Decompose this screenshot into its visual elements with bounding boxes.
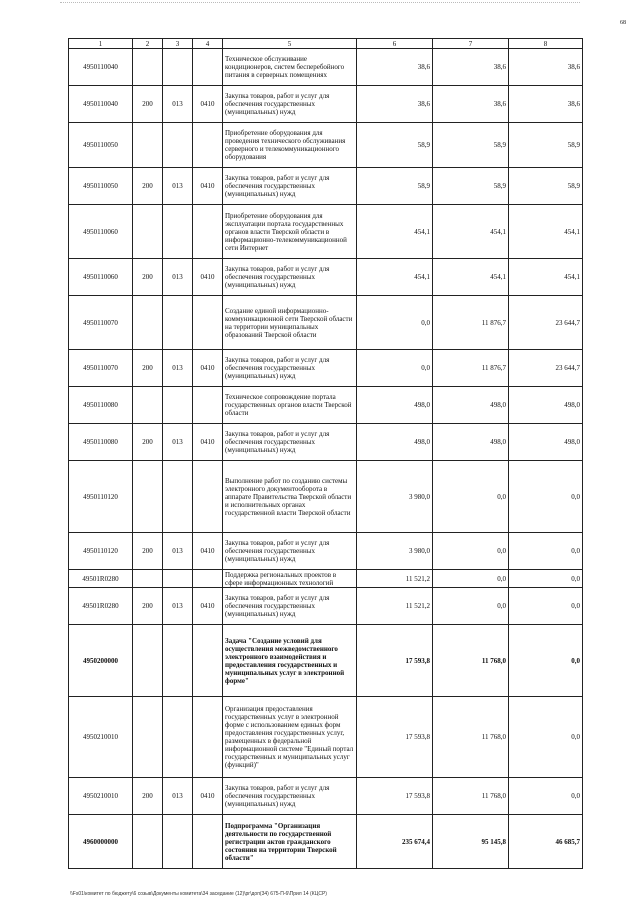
classifier-cell-4 [193, 461, 223, 533]
classifier-cell-4 [193, 570, 223, 588]
code-cell: 4950110060 [69, 259, 133, 296]
table-row [69, 49, 583, 86]
file-path-footer: \\Fs01\комитет по бюджету\6 созыв\Документы комитета\34 заседание (12)\рг\доп(34) 675-П-6\Прил 14 (КЦСР) [70, 891, 327, 897]
header-cell: 8 [509, 39, 583, 49]
classifier-cell-4 [193, 625, 223, 697]
classifier-cell-2: 200 [133, 778, 163, 815]
code-cell: 4950110060 [69, 205, 133, 259]
table-row [69, 625, 583, 697]
table-row [69, 815, 583, 869]
item-name-cell: Закупка товаров, работ и услуг для обеспечения государственных (муниципальных) нужд [223, 259, 357, 296]
item-name-cell: Закупка товаров, работ и услуг для обеспечения государственных (муниципальных) нужд [223, 86, 357, 123]
value-cell-8: 0,0 [509, 625, 583, 697]
value-cell-7: 58,9 [433, 168, 509, 205]
value-cell-7: 58,9 [433, 123, 509, 168]
classifier-cell-4 [193, 123, 223, 168]
value-cell-8: 46 685,7 [509, 815, 583, 869]
item-name-cell: Поддержка региональных проектов в сфере информационных технологий [223, 570, 357, 588]
value-cell-6: 17 593,8 [357, 778, 433, 815]
classifier-cell-2: 200 [133, 588, 163, 625]
code-cell: 4950110040 [69, 49, 133, 86]
table-row [69, 461, 583, 533]
budget-table [68, 38, 583, 869]
value-cell-6: 58,9 [357, 168, 433, 205]
classifier-cell-2: 200 [133, 424, 163, 461]
value-cell-7: 454,1 [433, 205, 509, 259]
value-cell-8: 23 644,7 [509, 296, 583, 350]
value-cell-8: 58,9 [509, 123, 583, 168]
value-cell-7: 454,1 [433, 259, 509, 296]
item-name-cell: Задача "Создание условий для осуществления межведомственного электронного взаимодействия и предоставления государственных и муниципальных услуг в электронной форме" [223, 625, 357, 697]
classifier-cell-3 [163, 461, 193, 533]
classifier-cell-4: 0410 [193, 86, 223, 123]
value-cell-6: 17 593,8 [357, 625, 433, 697]
classifier-cell-4 [193, 815, 223, 869]
code-cell: 4950210010 [69, 697, 133, 778]
code-cell: 49501R0280 [69, 588, 133, 625]
classifier-cell-4 [193, 296, 223, 350]
item-name-cell: Приобретение оборудования для эксплуатации портала государственных органов власти Тверской области в информационно-телекоммуникационной сети Интернет [223, 205, 357, 259]
item-name-cell: Организация предоставления государственных услуг в электронной форме с использованием единых форм предоставления государственных услуг, размещенных в федеральной информационной системе "Единый портал государственных и муниципальных услуг (функций)" [223, 697, 357, 778]
classifier-cell-3: 013 [163, 778, 193, 815]
classifier-cell-2 [133, 815, 163, 869]
table-row [69, 778, 583, 815]
table-row [69, 533, 583, 570]
value-cell-8: 0,0 [509, 461, 583, 533]
classifier-cell-4: 0410 [193, 259, 223, 296]
value-cell-6: 3 980,0 [357, 533, 433, 570]
value-cell-7: 0,0 [433, 533, 509, 570]
value-cell-6: 498,0 [357, 387, 433, 424]
table-row [69, 588, 583, 625]
classifier-cell-4: 0410 [193, 588, 223, 625]
header-cell: 7 [433, 39, 509, 49]
value-cell-6: 498,0 [357, 424, 433, 461]
item-name-cell: Закупка товаров, работ и услуг для обеспечения государственных (муниципальных) нужд [223, 168, 357, 205]
item-name-cell: Закупка товаров, работ и услуг для обеспечения государственных (муниципальных) нужд [223, 350, 357, 387]
value-cell-7: 95 145,8 [433, 815, 509, 869]
table-row [69, 697, 583, 778]
table-row [69, 387, 583, 424]
value-cell-6: 454,1 [357, 205, 433, 259]
classifier-cell-2 [133, 205, 163, 259]
code-cell: 4950110040 [69, 86, 133, 123]
header-cell: 5 [223, 39, 357, 49]
item-name-cell: Подпрограмма "Организация деятельности по государственной регистрации актов гражданского состояния на территории Тверской области" [223, 815, 357, 869]
table-row [69, 86, 583, 123]
classifier-cell-3: 013 [163, 168, 193, 205]
item-name-cell: Закупка товаров, работ и услуг для обеспечения государственных (муниципальных) нужд [223, 588, 357, 625]
classifier-cell-2: 200 [133, 259, 163, 296]
item-name-cell: Закупка товаров, работ и услуг для обеспечения государственных (муниципальных) нужд [223, 533, 357, 570]
header-cell: 6 [357, 39, 433, 49]
value-cell-8: 23 644,7 [509, 350, 583, 387]
code-cell: 4960000000 [69, 815, 133, 869]
value-cell-7: 11 768,0 [433, 697, 509, 778]
value-cell-6: 11 521,2 [357, 588, 433, 625]
value-cell-7: 38,6 [433, 86, 509, 123]
classifier-cell-4: 0410 [193, 533, 223, 570]
table-header-row [69, 39, 583, 49]
value-cell-8: 38,6 [509, 49, 583, 86]
classifier-cell-3 [163, 697, 193, 778]
table-row [69, 205, 583, 259]
classifier-cell-2: 200 [133, 350, 163, 387]
value-cell-8: 38,6 [509, 86, 583, 123]
classifier-cell-3 [163, 387, 193, 424]
code-cell: 4950110050 [69, 168, 133, 205]
classifier-cell-3 [163, 625, 193, 697]
value-cell-6: 58,9 [357, 123, 433, 168]
value-cell-6: 0,0 [357, 350, 433, 387]
value-cell-7: 11 876,7 [433, 296, 509, 350]
value-cell-6: 454,1 [357, 259, 433, 296]
table-row [69, 570, 583, 588]
value-cell-7: 0,0 [433, 588, 509, 625]
value-cell-6: 3 980,0 [357, 461, 433, 533]
classifier-cell-2 [133, 697, 163, 778]
scan-noise-line [60, 2, 580, 4]
code-cell: 4950110080 [69, 424, 133, 461]
classifier-cell-3 [163, 123, 193, 168]
classifier-cell-2: 200 [133, 86, 163, 123]
classifier-cell-2 [133, 625, 163, 697]
value-cell-6: 0,0 [357, 296, 433, 350]
classifier-cell-4: 0410 [193, 778, 223, 815]
classifier-cell-3: 013 [163, 588, 193, 625]
classifier-cell-2 [133, 387, 163, 424]
value-cell-8: 498,0 [509, 387, 583, 424]
code-cell: 4950110120 [69, 533, 133, 570]
classifier-cell-3: 013 [163, 259, 193, 296]
value-cell-7: 498,0 [433, 424, 509, 461]
value-cell-8: 0,0 [509, 588, 583, 625]
classifier-cell-4 [193, 387, 223, 424]
value-cell-8: 454,1 [509, 259, 583, 296]
classifier-cell-3: 013 [163, 350, 193, 387]
classifier-cell-2 [133, 49, 163, 86]
classifier-cell-4 [193, 205, 223, 259]
table-row [69, 350, 583, 387]
header-cell: 2 [133, 39, 163, 49]
value-cell-8: 0,0 [509, 697, 583, 778]
value-cell-6: 11 521,2 [357, 570, 433, 588]
item-name-cell: Создание единой информационно-коммуникационной сети Тверской области на территории муниципальных образований Тверской области [223, 296, 357, 350]
page-number: 68 [620, 20, 626, 26]
header-cell: 3 [163, 39, 193, 49]
value-cell-8: 0,0 [509, 778, 583, 815]
code-cell: 4950110120 [69, 461, 133, 533]
classifier-cell-3 [163, 570, 193, 588]
classifier-cell-4: 0410 [193, 168, 223, 205]
value-cell-8: 0,0 [509, 570, 583, 588]
item-name-cell: Закупка товаров, работ и услуг для обеспечения государственных (муниципальных) нужд [223, 424, 357, 461]
code-cell: 4950110050 [69, 123, 133, 168]
value-cell-6: 38,6 [357, 86, 433, 123]
classifier-cell-2: 200 [133, 533, 163, 570]
classifier-cell-3: 013 [163, 424, 193, 461]
classifier-cell-4 [193, 49, 223, 86]
classifier-cell-2 [133, 296, 163, 350]
header-cell: 1 [69, 39, 133, 49]
item-name-cell: Приобретение оборудования для проведения технического обслуживания серверного и телекоммуникационного оборудования [223, 123, 357, 168]
value-cell-7: 0,0 [433, 461, 509, 533]
header-cell: 4 [193, 39, 223, 49]
table-row [69, 424, 583, 461]
classifier-cell-3 [163, 205, 193, 259]
value-cell-8: 58,9 [509, 168, 583, 205]
value-cell-7: 11 768,0 [433, 625, 509, 697]
value-cell-7: 11 876,7 [433, 350, 509, 387]
item-name-cell: Техническое сопровождение портала государственных органов власти Тверской области [223, 387, 357, 424]
value-cell-8: 498,0 [509, 424, 583, 461]
table-row [69, 259, 583, 296]
value-cell-7: 11 768,0 [433, 778, 509, 815]
code-cell: 4950200000 [69, 625, 133, 697]
classifier-cell-4: 0410 [193, 424, 223, 461]
code-cell: 4950110070 [69, 296, 133, 350]
classifier-cell-3: 013 [163, 86, 193, 123]
code-cell: 4950110070 [69, 350, 133, 387]
table-row [69, 123, 583, 168]
value-cell-6: 38,6 [357, 49, 433, 86]
value-cell-7: 38,6 [433, 49, 509, 86]
value-cell-6: 17 593,8 [357, 697, 433, 778]
classifier-cell-3 [163, 49, 193, 86]
classifier-cell-2 [133, 123, 163, 168]
value-cell-8: 0,0 [509, 533, 583, 570]
classifier-cell-3: 013 [163, 533, 193, 570]
table-row [69, 168, 583, 205]
value-cell-7: 498,0 [433, 387, 509, 424]
table-row [69, 296, 583, 350]
classifier-cell-2 [133, 461, 163, 533]
classifier-cell-2 [133, 570, 163, 588]
item-name-cell: Выполнение работ по созданию системы электронного документооборота в аппарате Правительства Тверской области и исполнительных органах государственной власти Тверской области [223, 461, 357, 533]
value-cell-7: 0,0 [433, 570, 509, 588]
value-cell-6: 235 674,4 [357, 815, 433, 869]
item-name-cell: Закупка товаров, работ и услуг для обеспечения государственных (муниципальных) нужд [223, 778, 357, 815]
classifier-cell-3 [163, 296, 193, 350]
item-name-cell: Техническое обслуживание кондиционеров, систем бесперебойного питания в серверных помещениях [223, 49, 357, 86]
code-cell: 49501R0280 [69, 570, 133, 588]
classifier-cell-4: 0410 [193, 350, 223, 387]
code-cell: 4950110080 [69, 387, 133, 424]
classifier-cell-3 [163, 815, 193, 869]
classifier-cell-4 [193, 697, 223, 778]
classifier-cell-2: 200 [133, 168, 163, 205]
value-cell-8: 454,1 [509, 205, 583, 259]
code-cell: 4950210010 [69, 778, 133, 815]
